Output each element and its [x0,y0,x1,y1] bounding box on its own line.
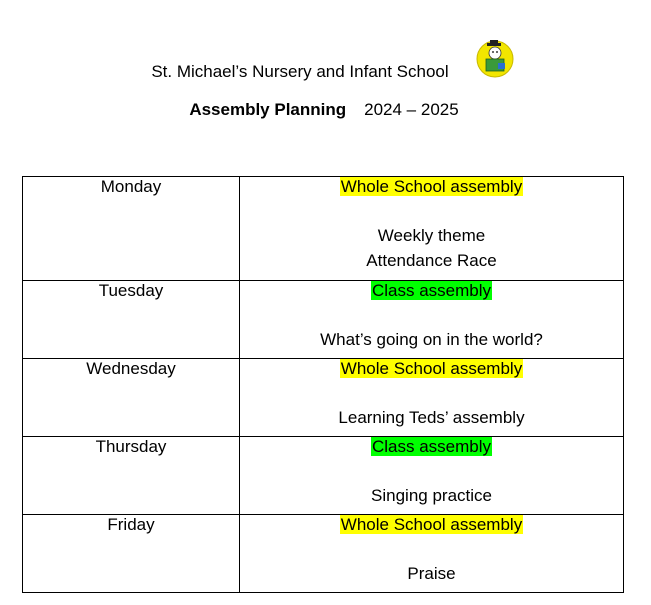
assembly-detail: Attendance Race [366,251,497,270]
assembly-type-label: Whole School assembly [340,515,523,534]
assembly-detail: What’s going on in the world? [320,330,543,349]
table-row [23,515,624,593]
table-row [23,281,624,359]
assembly-type-label: Class assembly [371,437,492,456]
page-title [0,100,648,120]
assembly-type-label: Whole School assembly [340,359,523,378]
assembly-detail: Weekly theme [377,226,486,245]
school-name: St. Michael’s Nursery and Infant School [151,62,449,81]
assembly-type-label: Class assembly [371,281,492,300]
day-cell: Thursday [23,437,240,515]
assembly-cell [240,177,624,281]
assembly-cell [240,281,624,359]
assembly-detail: Singing practice [371,486,492,505]
teddy-bear-logo-icon [474,38,516,78]
assembly-detail: Praise [407,564,456,583]
day-cell: Friday [23,515,240,593]
assembly-detail: Learning Teds’ assembly [338,408,525,427]
assembly-cell [240,437,624,515]
table-row [23,177,624,281]
day-cell: Tuesday [23,281,240,359]
table-row [23,359,624,437]
table-row [23,437,624,515]
assembly-type-label: Whole School assembly [340,177,523,196]
title: Assembly Planning [189,100,347,119]
assembly-schedule-table [22,176,624,593]
assembly-cell [240,359,624,437]
school-years: 2024 – 2025 [364,100,459,119]
day-cell: Wednesday [23,359,240,437]
day-cell: Monday [23,177,240,281]
assembly-cell [240,515,624,593]
